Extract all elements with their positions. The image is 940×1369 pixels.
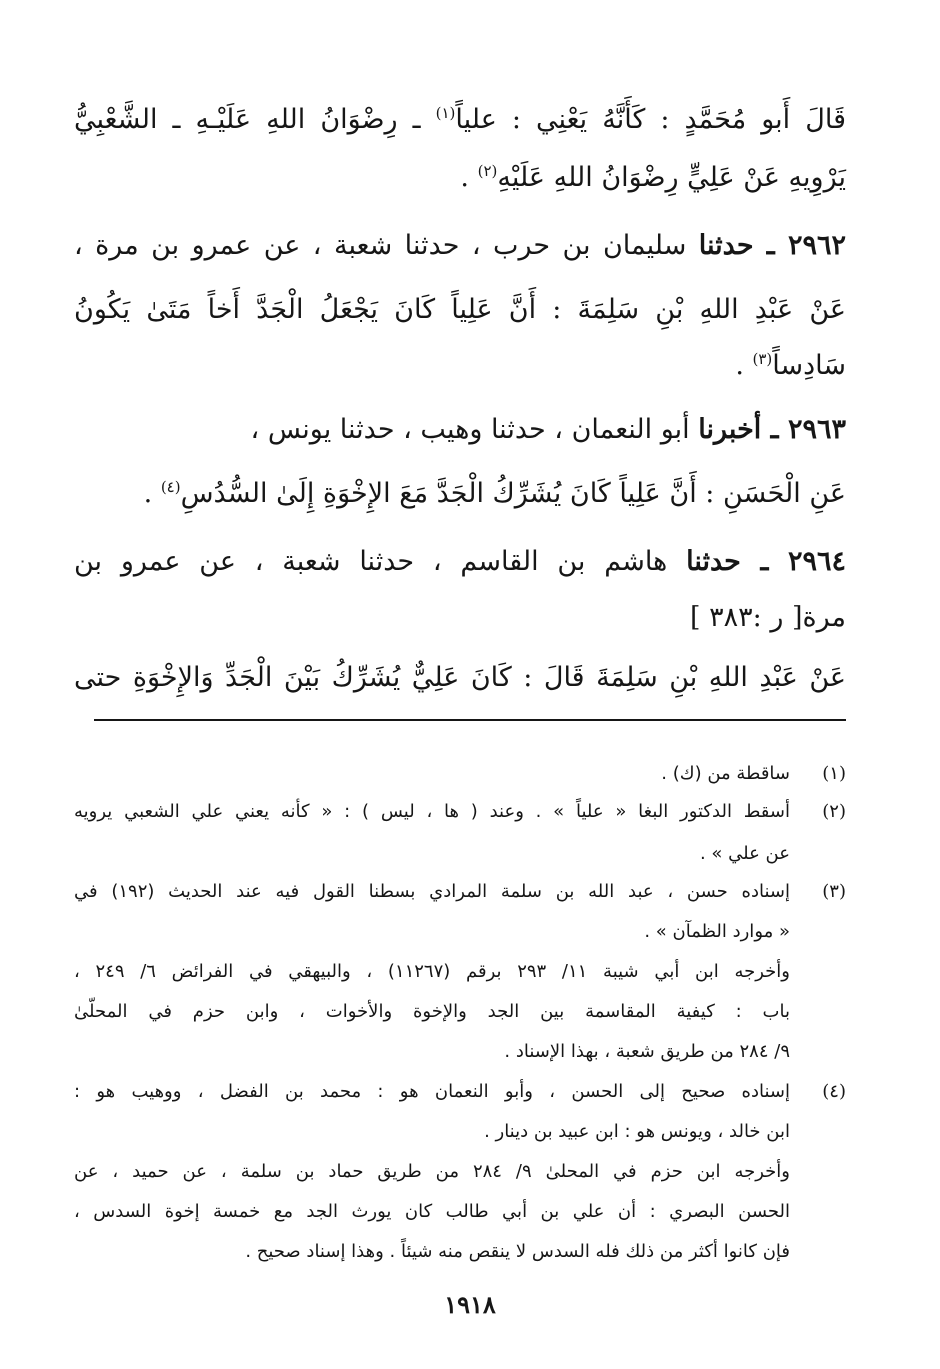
footnote-4-line: ابن خالد ، ويونس هو : ابن عبيد بن دينار . (484, 1121, 790, 1142)
footnote-4-line: فإن كانوا أكثر من ذلك فله السدس لا ينقص منه شيئاً . وهذا إسناد صحيح . (245, 1241, 790, 1262)
footnote-number: (١) (822, 763, 846, 784)
hadith-2963-header: ٢٩٦٣ ـ أخبرنا أبو النعمان ، حدثنا وهيب ، حدثنا يونس ، (250, 414, 846, 445)
page-number: ١٩١٨ (444, 1290, 496, 1319)
footnote-ref[interactable]: (٢) (477, 162, 498, 180)
footnote-ref[interactable]: (١) (435, 104, 456, 122)
footnote-ref[interactable]: (٣) (752, 350, 773, 368)
hadith-2964-header: ٢٩٦٤ ـ حدثنا هاشم بن القاسم ، حدثنا شعبة ، عن عمرو بن (74, 546, 846, 577)
footnote-number: (٣) (822, 881, 846, 902)
footnote-number: (٢) (822, 801, 846, 822)
footnote-divider (94, 719, 846, 721)
hadith-number: ٢٩٦٤ ـ حدثنا (686, 546, 846, 577)
footnote-1: ساقطة من (ك) . (661, 763, 790, 784)
footnote-4-line: الحسن البصري : أن علي بن أبي طالب كان يورث الجد مع خمسة إخوة السدس ، (74, 1201, 790, 1222)
hadith-2962-header: ٢٩٦٢ ـ حدثنا سليمان بن حرب ، حدثنا شعبة ، عن عمرو بن مرة ، (74, 230, 846, 261)
footnote-2-line: عن علي » . (699, 843, 790, 864)
footnote-number: (٤) (822, 1081, 846, 1102)
footnote-ref[interactable]: (٤) (160, 478, 181, 496)
footnote-2-line: أسقط الدكتور البغا « علياً » . وعند ( ها ، ليس ) : « كأنه يعني علي الشعبي يرويه (74, 801, 790, 822)
footnote-3-line: باب : كيفية المقاسمة بين الجد والإخوة والأخوات ، وابن حزم في المحلّىٰ (74, 1001, 790, 1022)
footnote-3-line: ٩/ ٢٨٤ من طريق شعبة ، بهذا الإسناد . (504, 1041, 790, 1062)
text-line: قَالَ أَبو مُحَمَّدٍ : كَأَنَّهُ يَعْنِي : علياً$^{(١)}$ ـ رِضْوَانُ اللهِ عَلَيْـهِ ـ الشَّعْبِيُّ (74, 104, 846, 135)
text-line: يَرْوِيهِ عَنْ عَلِيٍّ رِضْوَانُ اللهِ عَلَيْهِ$^{(٢)}$ . (460, 162, 846, 193)
hadith-2964-matn: عَنْ عَبْدِ اللهِ بْنِ سَلِمَةَ قَالَ : كَانَ عَلِيٌّ يُشَرِّكُ بَيْنَ الْجَدِّ وَالإِخْوَةِ حتى (74, 662, 846, 693)
hadith-2962-matn: عَنْ عَبْدِ اللهِ بْنِ سَلِمَةَ : أَنَّ عَلِياً كَانَ يَجْعَلُ الْجَدَّ أَخاً مَتَىٰ يَكُونُ (74, 294, 846, 325)
footnote-3-line: « موارد الظمآن » . (644, 921, 790, 942)
footnote-3-line: إسناده حسن ، عبد الله بن سلمة المرادي بسطنا القول فيه عند الحديث (١٩٢) في (74, 881, 790, 902)
footnote-3-line: وأخرجه ابن أبي شيبة ١١/ ٢٩٣ برقم (١١٢٦٧) ، والبيهقي في الفرائض ٦/ ٢٤٩ ، (74, 961, 790, 982)
hadith-2964-cross-ref: مرة[ ر :٣٨٣ ] (690, 602, 846, 633)
hadith-number: ٢٩٦٢ ـ حدثنا (698, 230, 846, 261)
hadith-2962-matn-end: سَادِساً$^{(٣)}$ . (735, 350, 846, 381)
footnote-4-line: وأخرجه ابن حزم في المحلىٰ ٩/ ٢٨٤ من طريق حماد بن سلمة ، عن حميد ، عن (74, 1161, 790, 1182)
hadith-number: ٢٩٦٣ ـ أخبرنا (698, 414, 846, 445)
footnote-4-line: إسناده صحيح إلى الحسن ، وأبو النعمان هو : محمد بن الفضل ، ووهيب هو : (74, 1081, 790, 1102)
hadith-2963-matn: عَنِ الْحَسَنِ : أَنَّ عَلِياً كَانَ يُشَرِّكُ الْجَدَّ مَعَ الإِخْوَةِ إِلَىٰ السُّدُسِ$^{(٤)}$ . (143, 478, 846, 509)
